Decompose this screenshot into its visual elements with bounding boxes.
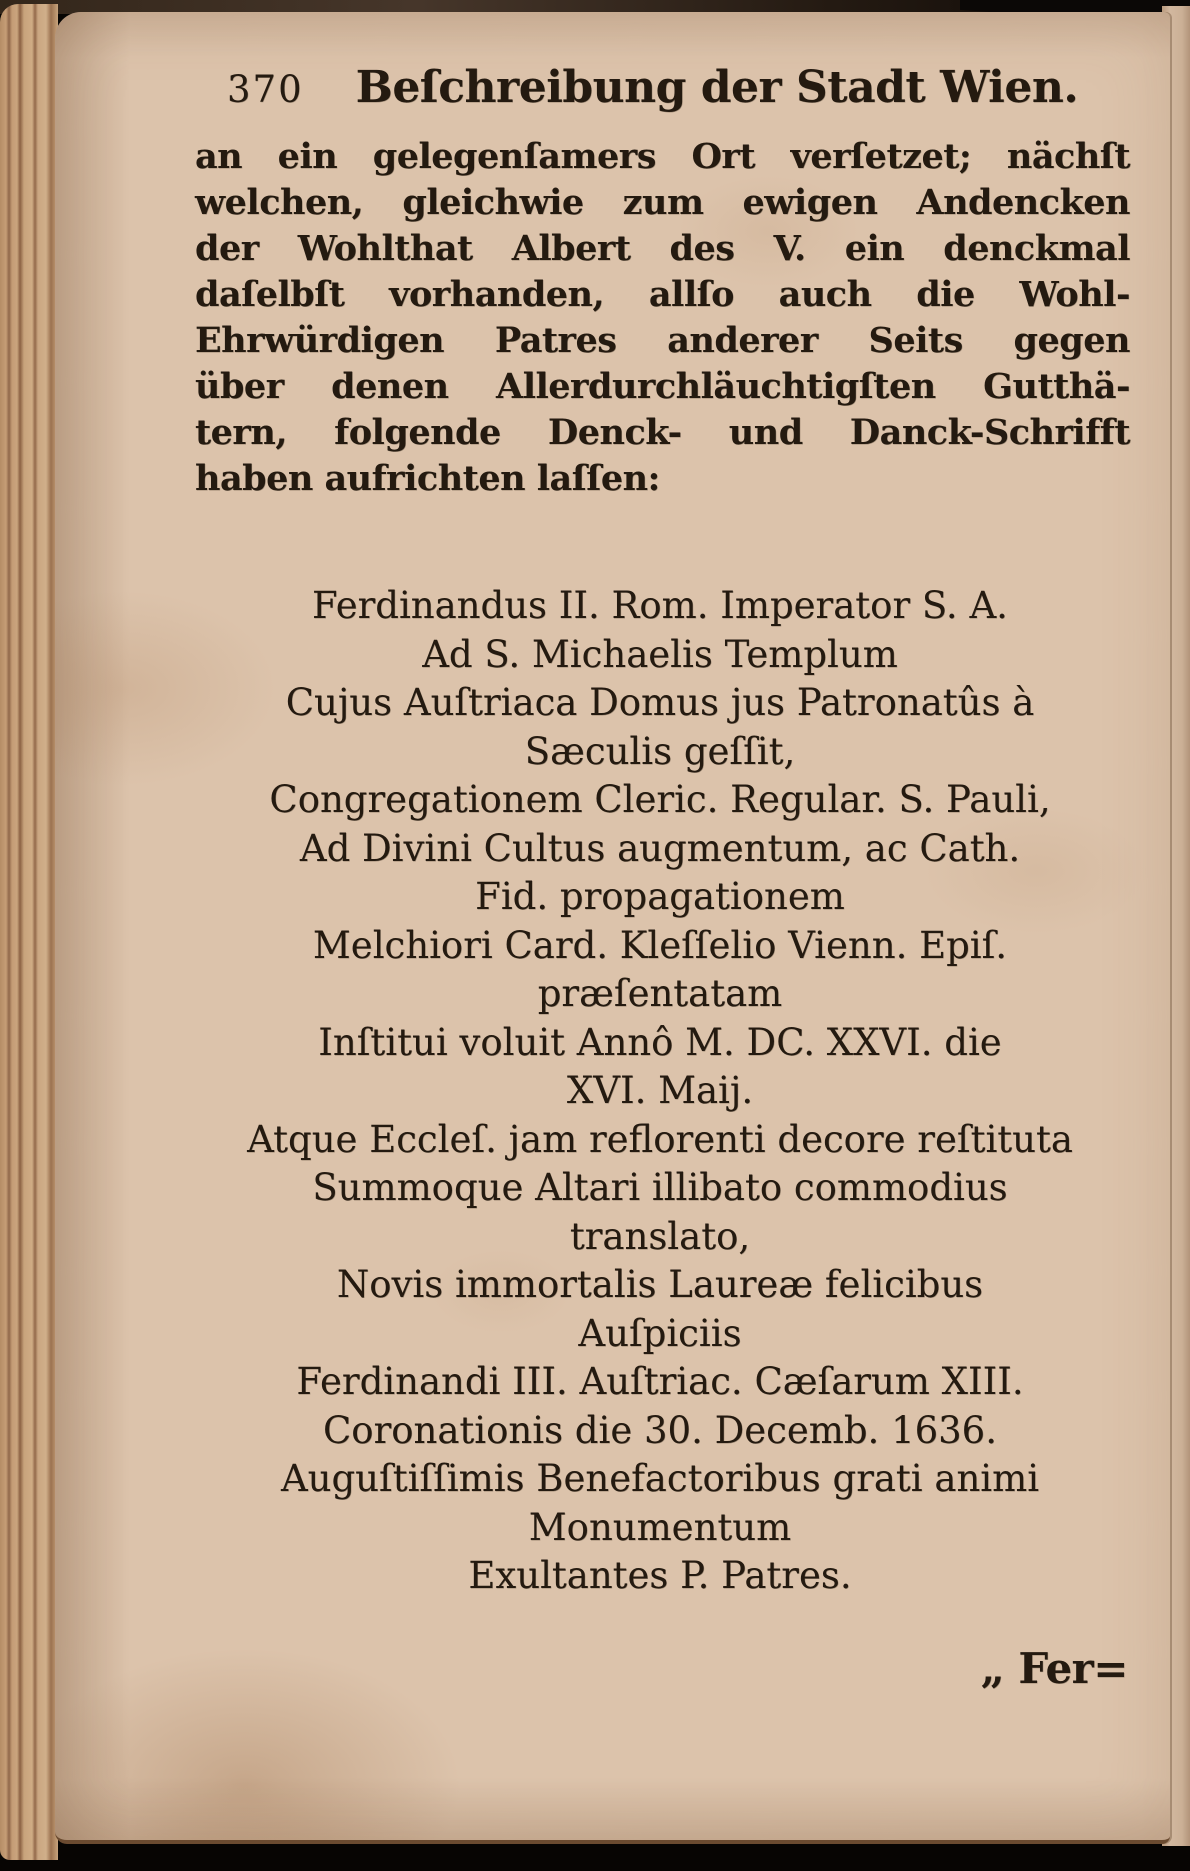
text-line: tern, folgende Denck- und Danck-Schrifft — [195, 412, 1130, 453]
text-line: über denen Allerdurchläuchtigſten Gutthä- — [195, 366, 1130, 407]
inscription-line: Sæculis geſſit, — [524, 729, 796, 773]
text-line: der Wohlthat Albert des V. ein denckmal — [195, 228, 1130, 269]
inscription-line: Melchiori Card. Kleſſelio Vienn. Epiſ. — [312, 923, 1008, 967]
inscription-line: Monumentum — [528, 1505, 792, 1549]
inscription-line: Ferdinandi III. Auſtriac. Cæſarum XIII. — [296, 1360, 1024, 1403]
page-edge-stack-left — [0, 4, 58, 1860]
inscription-line: Exultantes P. Patres. — [468, 1554, 852, 1597]
inscription-line: Coronationis die 30. Decemb. 1636. — [322, 1408, 997, 1452]
inscription-line: translato, — [569, 1214, 751, 1258]
inscription-line: Novis immortalis Laureæ felicibus — [336, 1263, 984, 1306]
page-sheet — [55, 12, 1170, 1844]
inscription-line: Ad S. Michaelis Templum — [422, 632, 898, 676]
inscription-line: Auguſtiſſimis Benefactoribus grati animi — [280, 1457, 1040, 1500]
inscription-line: Cujus Auſtriaca Domus jus Patronatûs à — [285, 681, 1035, 724]
latin-inscription — [130, 582, 1190, 1601]
text-line: haben aufrichten laſſen: — [195, 458, 660, 499]
inscription-line: Auſpiciis — [578, 1311, 742, 1355]
text-line: daſelbſt vorhanden, allſo auch die Wohl- — [195, 274, 1130, 315]
page-header — [227, 62, 1078, 113]
running-title: Beſchreibung der Stadt Wien. — [355, 62, 1079, 113]
text-line: an ein gelegenſamers Ort verſetzet; nächſt — [195, 136, 1130, 177]
german-paragraph — [195, 134, 1130, 502]
text-line: Ehrwürdigen Patres anderer Seits gegen — [195, 320, 1130, 361]
inscription-line: Atque Eccleſ. jam reflorenti decore reſtituta — [247, 1117, 1073, 1161]
inscription-line: XVI. Maij. — [566, 1069, 754, 1112]
catchword: „ Fer= — [980, 1644, 1128, 1693]
text-line: welchen, gleichwie zum ewigen Andencken — [195, 182, 1130, 223]
inscription-line: Ferdinandus II. Rom. Imperator S. A. — [312, 584, 1008, 627]
inscription-line: Inſtitui voluit Annô M. DC. XXVI. die — [318, 1020, 1002, 1064]
inscription-line: Ad Divini Cultus augmentum, ac Cath. — [299, 826, 1021, 870]
inscription-line: præſentatam — [537, 972, 783, 1015]
inscription-line: Fid. propagationem — [475, 875, 845, 918]
inscription-line: Congregationem Cleric. Regular. S. Pauli, — [269, 778, 1051, 821]
page-number: 370 — [227, 68, 304, 111]
inscription-line: Summoque Altari illibato commodius — [312, 1166, 1008, 1209]
